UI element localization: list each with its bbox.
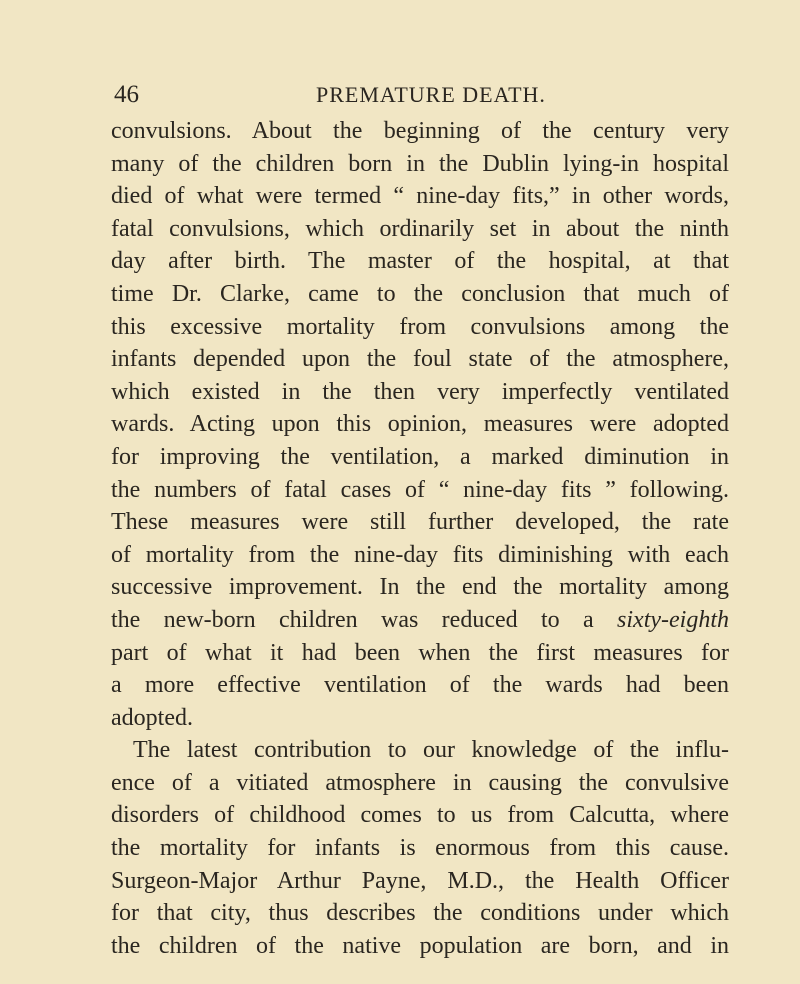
text-line: day after birth. The master of the hospital, at that <box>111 248 729 275</box>
paragraph-1 <box>111 115 729 734</box>
text-line: ence of a vitiated atmosphere in causing the convulsive <box>111 769 729 796</box>
text-line: convulsions. About the beginning of the century very <box>111 118 729 144</box>
text-line: time Dr. Clarke, came to the conclusion that much of <box>111 280 729 307</box>
text-line: this excessive mortality from convulsions among the <box>111 313 729 340</box>
italic-term: sixty-eighth <box>617 606 729 633</box>
text-line: of mortality from the nine-day fits diminishing with each <box>111 541 729 568</box>
text-line: fatal convulsions, which ordinarily set in about the ninth <box>111 215 729 242</box>
text-line: died of what were termed “ nine-day fits,” in other words, <box>111 183 729 210</box>
page-header <box>114 78 714 112</box>
text-line: infants depended upon the foul state of the atmosphere, <box>111 346 729 373</box>
text-line: the numbers of fatal cases of “ nine-day fits ” following. <box>111 476 729 503</box>
page-number: 46 <box>114 81 139 108</box>
text-line: many of the children born in the Dublin lying-in hospital <box>111 150 729 177</box>
text-line: These measures were still further developed, the rate <box>111 509 729 536</box>
paragraph-2 <box>111 734 729 962</box>
text-line: wards. Acting upon this opinion, measures were adopted <box>111 411 729 438</box>
body-text <box>111 115 729 962</box>
text-line: The latest contribution to our knowledge of the influ- <box>133 737 729 764</box>
text-line: the children of the native population are born, and in <box>111 932 729 959</box>
text-line: the mortality for infants is enormous from this cause. <box>111 835 729 862</box>
text-line: adopted. <box>111 704 193 731</box>
running-title: PREMATURE DEATH. <box>316 82 546 107</box>
text-line: a more effective ventilation of the wards had been <box>111 672 729 699</box>
text-line: Surgeon-Major Arthur Payne, M.D., the Health Officer <box>111 867 729 894</box>
text-line: successive improvement. In the end the mortality among <box>111 574 729 601</box>
text-line: part of what it had been when the first measures for <box>111 639 729 666</box>
text-line: which existed in the then very imperfectly ventilated <box>111 378 729 405</box>
line-text: the new-born children was reduced to a <box>111 606 594 633</box>
text-line: disorders of childhood comes to us from Calcutta, where <box>111 802 729 829</box>
text-line: for improving the ventilation, a marked diminution in <box>111 443 729 470</box>
text-line <box>111 604 729 637</box>
text-line: for that city, thus describes the conditions under which <box>111 900 729 927</box>
